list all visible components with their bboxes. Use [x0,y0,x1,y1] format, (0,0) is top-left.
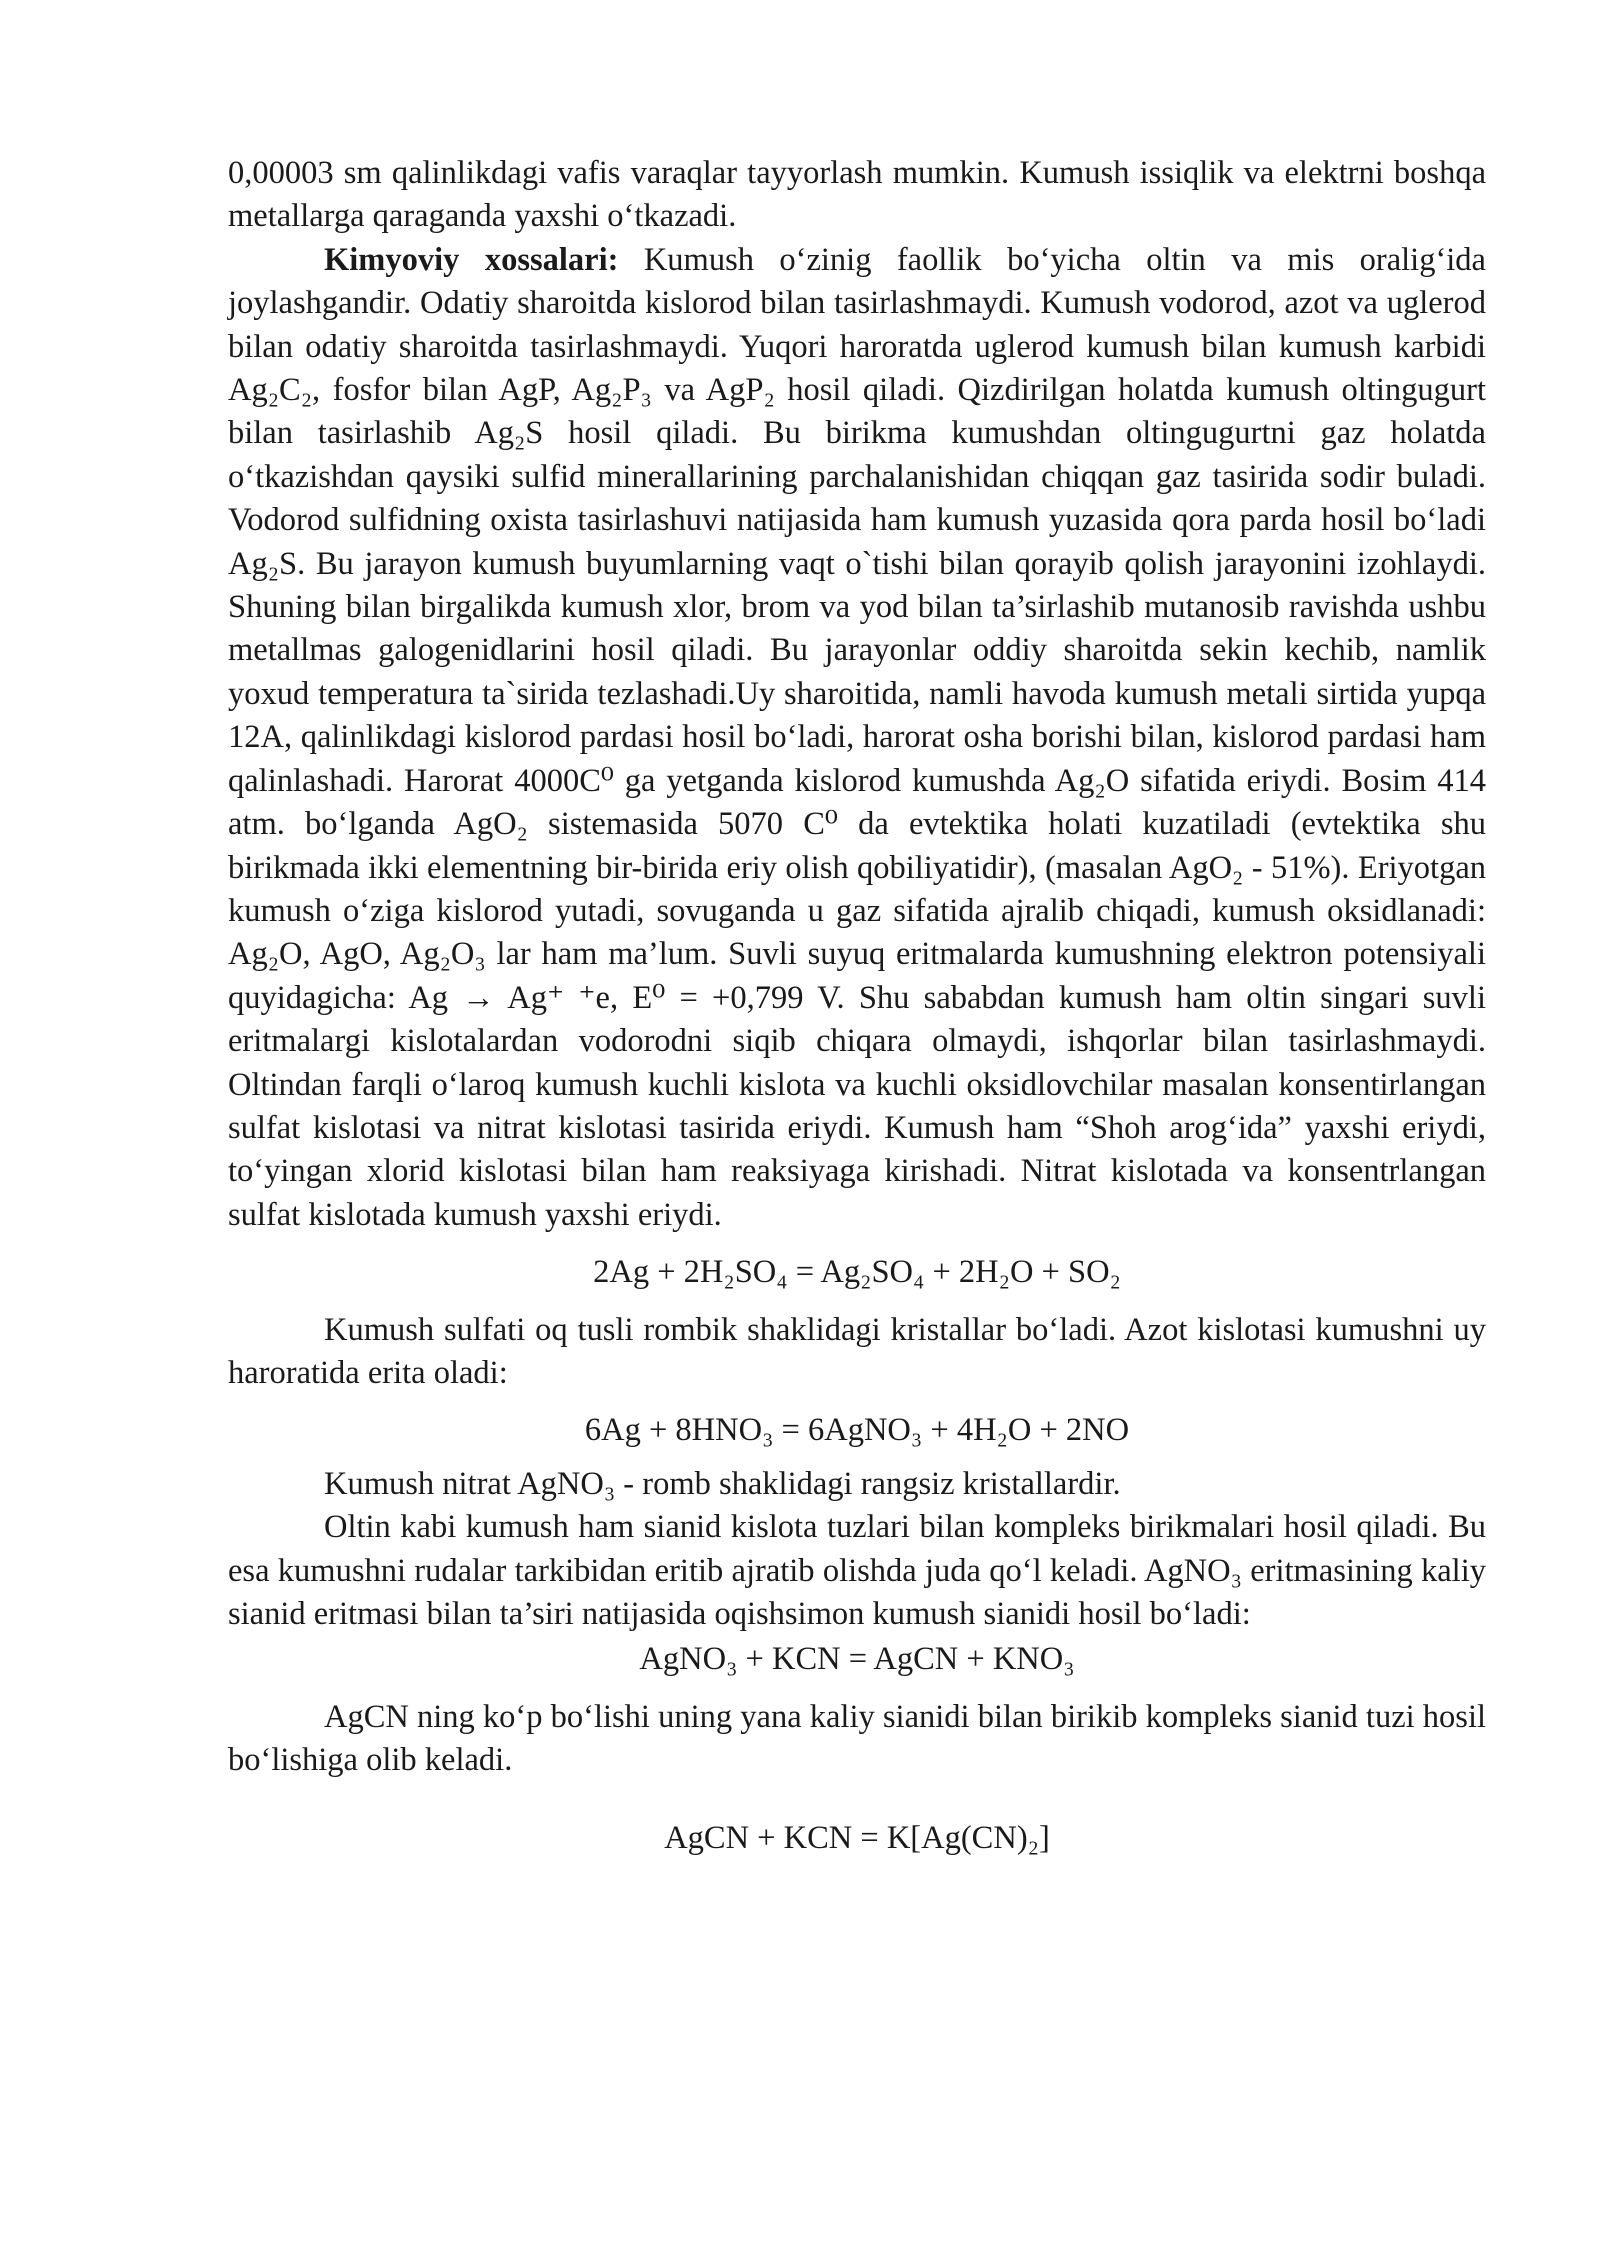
document-page [228,152,1486,1860]
equation-silver-sulfuric-acid: 2Ag + 2H₂SO₄ = Ag₂SO₄ + 2H₂O + SO₂ [593,1254,1121,1291]
equation-silver-nitrate-potassium-cyanide: AgNO₃ + KCN = AgCN + KNO₃ [639,1641,1075,1678]
paragraph-chemical-properties-text: Kumush o‘zinig faollik bo‘yicha oltin va mis oralig‘ida joylashgandir. Odatiy sharoitda kislorod bilan tasirlashmaydi. Kumush vodorod, azot va uglerod bilan odatiy sharoitda tasirlashmaydi. Yuqori haroratda uglerod kumush bilan kumush karbidi Ag₂C₂, fosfor bilan AgP, Ag₂P₃ va AgP₂ hosil qiladi. Qizdirilgan holatda kumush oltingugurt bilan tasirlashib Ag₂S hosil qiladi. Bu birikma kumushdan oltingugurtni gaz holatda o‘tkazishdan qaysiki sulfid minerallarining parchalanishidan chiqqan gaz tasirida sodir buladi. Vodorod sulfidning oxista tasirlashuvi natijasida ham kumush yuzasida qora parda hosil bo‘ladi Ag₂S. Bu jarayon kumush buyumlarning vaqt o`tishi bilan qorayib qolish jarayonini izohlaydi. Shuning bilan birgalikda kumush xlor, brom va yod bilan ta’sirlashib mutanosib ravishda ushbu metallmas galogenidlarini hosil qiladi. Bu jarayonlar oddiy sharoitda sekin kechib, namlik yoxud temperatura ta`sirida tezlashadi.Uy sharoitida, namli havoda kumush metali sirtida yupqa 12A, qalinlikdagi kislorod pardasi hosil bo‘ladi, harorat osha borishi bilan, kislorod pardasi ham qalinlashadi. Harorat 4000C⁰ ga yetganda kislorod kumushda Ag₂O sifatida eriydi. Bosim 414 atm. bo‘lganda AgO₂ sistemasida 5070 C⁰ da evtektika holati kuzatiladi (evtektika shu birikmada ikki elementning bir-birida eriy olish qobiliyatidir), (masalan AgO₂ - 51%). Eriyotgan kumush o‘ziga kislorod yutadi, sovuganda u gaz sifatida ajralib chiqadi, kumush oksidlanadi: Ag₂O, AgO, Ag₂O₃ lar ham ma’lum. Suvli suyuq eritmalarda kumushning elektron potensiyali quyidagicha: Ag → Ag⁺ ⁺e, E⁰ = +0,799 V. Shu sababdan kumush ham oltin singari suvli eritmalargi kislotalardan vodorodni siqib chiqara olmaydi, ishqorlar bilan tasirlashmaydi. Oltindan farqli o‘laroq kumush kuchli kislota va kuchli oksidlovchilar masalan konsentirlangan sulfat kislotasi va nitrat kislotasi tasirida eriydi. Kumush ham “Shoh arog‘ida” yaxshi eriydi, to‘yingan xlorid kislotasi bilan ham reaksiyaga kirishadi. Nitrat kislotada va konsentrlangan sulfat kislotada kumush yaxshi eriydi. [228,241,1486,1233]
equation-cyanide-complex: AgCN + KCN = K[Ag(CN)₂] [664,1819,1050,1856]
paragraph-silver-sulfate: Kumush sulfati oq tusli rombik shaklidagi kristallar bo‘ladi. Azot kislotasi kumushni uy haroratida erita oladi: [228,1311,1486,1391]
section-heading-chemical-properties: Kimyoviy xossalari: [324,241,619,278]
paragraph-silver-nitrate: Kumush nitrat AgNO₃ - romb shaklidagi rangsiz kristallardir. [324,1465,1121,1502]
paragraph-silver-cyanide: AgCN ning ko‘p bo‘lishi uning yana kaliy sianidi bilan birikib kompleks sianid tuzi hosil bo‘lishiga olib keladi. [228,1698,1486,1779]
equation-silver-nitric-acid: 6Ag + 8HNO₃ = 6AgNO₃ + 4H₂O + 2NO [584,1412,1130,1449]
paragraph-physical-properties-end: 0,00003 sm qalinlikdagi vafis varaqlar tayyorlash mumkin. Kumush issiqlik va elektrni boshqa metallarga qaraganda yaxshi o‘tkazadi. [228,155,1486,235]
paragraph-cyanide-complexes: Oltin kabi kumush ham sianid kislota tuzlari bilan kompleks birikmalari hosil qiladi. Bu esa kumushni rudalar tarkibidan eritib ajratib olishda juda qo‘l keladi. AgNO₃ eritmasining kaliy sianid eritmasi bilan ta’siri natijasida oqishsimon kumush sianidi hosil bo‘ladi: [228,1509,1486,1632]
paragraph-chemical-properties [228,239,1486,1237]
